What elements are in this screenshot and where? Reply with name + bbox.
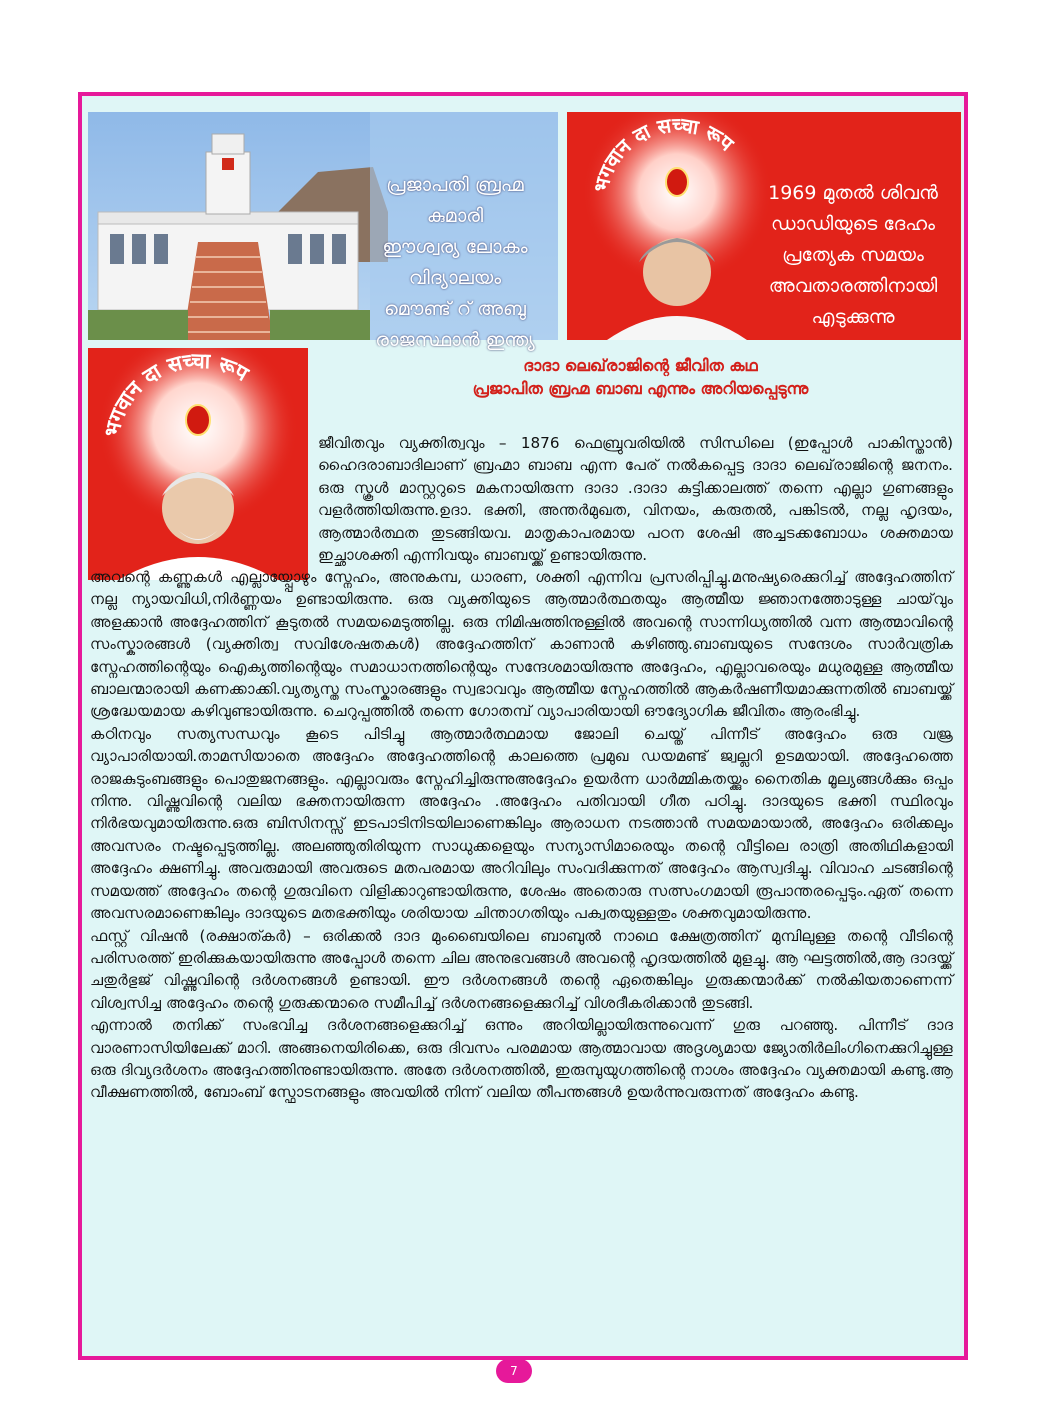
body-paragraph: അവന്റെ കണ്ണുകൾ എല്ലായ്പ്പോഴും സ്നേഹം, അനുകമ്പ, ധാരണ, ശക്തി എന്നിവ പ്രസരിപ്പിച്ചു.മനുഷ്യരെക്കുറിച്ച് അദ്ദേഹത്തിന് നല്ല ന്യായവിധി,നിർണ്ണയം ഉണ്ടായിരുന്നു. ഒരു വ്യക്തിയുടെ ആത്മാർത്ഥതയും ആത്മീയ ജ്ഞാനത്തോടുള്ള ചായ്‌വും അളക്കാൻ അദ്ദേഹത്തിന് കൂടുതൽ സമയമെടുത്തില്ല. ഒരു നിമിഷത്തിനുള്ളിൽ അവന്റെ സാന്നിധ്യത്തിൽ വന്ന ആത്മാവിന്റെ സംസ്കാരങ്ങൾ (വ്യക്തിത്വ സവിശേഷതകൾ) അദ്ദേഹത്തിന് കാണാൻ കഴിഞ്ഞു.ബാബയുടെ സന്ദേശം സാർവത്രിക സ്നേഹത്തിന്റെയും ഐക്യത്തിന്റെയും സമാധാനത്തിന്റെയും സന്ദേശമായിരുന്നു അദ്ദേഹം, എല്ലാവരെയും മധുരമുള്ള ആത്മീയ ബാലന്മാരായി കണക്കാക്കി.വ്യത്യസ്ത സംസ്കാരങ്ങളും സ്വഭാവവും ആത്മീയ സ്നേഹത്തിൽ ആകർഷണീയമാക്കുന്നതിൽ ബാബയ്ക്ക് ശ്രദ്ധേയമായ കഴിവുണ്ടായിരുന്നു. ചെറുപ്പത്തിൽ തന്നെ ഗോതമ്പ് വ്യാപാരിയായി ഔദ്യോഗിക ജീവിതം ആരംഭിച്ചു. — [90, 568, 953, 721]
halo-text: भगवान दा सच्चा रूप — [99, 348, 253, 440]
article-subtitle: പ്രജാപിത ബ്രഹ്മ ബാബ എന്നും അറിയപ്പെടുന്നു — [472, 379, 809, 398]
dadi-caption — [740, 178, 966, 333]
halo-text: भगवान दा सच्चा रूप — [588, 112, 739, 195]
caption-line: മൌണ്ട് റ് അബു — [384, 298, 526, 320]
caption-line: 1969 മുതൽ ശിവൻ — [768, 182, 938, 204]
body-paragraph: കഠിനവും സത്യസന്ധവും കൂടെ പിടിച്ചു ആത്മാർത്ഥമായ ജോലി ചെയ്ത് പിന്നീട് അദ്ദേഹം ഒരു വജ്ര വ്യാപാരിയായി.താമസിയാതെ അദ്ദേഹം അദ്ദേഹത്തിന്റെ കാലത്തെ പ്രമുഖ ഡയമണ്ട് ജ്വല്ലറി ഉടമയായി. അദ്ദേഹത്തെ രാജകുടുംബങ്ങളും പൊതുജനങ്ങളും. എല്ലാവരും സ്നേഹിച്ചിരുന്നുഅദ്ദേഹം ഉയർന്ന ധാർമ്മികതയ്ക്കും നൈതിക മൂല്യങ്ങൾക്കും ഒപ്പം നിന്നു. വിഷ്ണുവിന്റെ വലിയ ഭക്തനായിരുന്ന അദ്ദേഹം .അദ്ദേഹം പതിവായി ഗീത പഠിച്ചു. ദാദയുടെ ഭക്തി സ്ഥിരവും നിർഭയവുമായിരുന്നു.ഒരു ബിസിനസ്സ് ഇടപാടിനിടയിലാണെങ്കിലും ആരാധന നടത്താൻ സമയമായാൽ, അദ്ദേഹം ഒരിക്കലും അവസരം നഷ്ടപ്പെടുത്തില്ല. അലഞ്ഞുതിരിയുന്ന സാധുക്കളെയും സന്യാസിമാരെയും തന്റെ വീട്ടിലെ രാത്രി അതിഥികളായി അദ്ദേഹം ക്ഷണിച്ചു. അവരുമായി അവരുടെ മതപരമായ അറിവിലും സംവദിക്കുന്നത് അദ്ദേഹം ആസ്വദിച്ചു. വിവാഹ ചടങ്ങിന്റെ സമയത്ത് അദ്ദേഹം തന്റെ ഗുരുവിനെ വിളിക്കാറുണ്ടായിരുന്നു, ശേഷം അതൊരു സത്സംഗമായി രൂപാന്തരപ്പെടും.ഏത് തന്നെ അവസരമാണെങ്കിലും ദാദയുടെ മതഭക്തിയും ശരിയായ ചിന്താഗതിയും പക്വതയുള്ളതും ശക്തവുമായിരുന്നു. — [90, 724, 953, 923]
caption-line: വിദ്യാലയം — [408, 267, 502, 289]
avatar-panel-baba — [88, 348, 308, 580]
intro-paragraph: ജീവിതവും വ്യക്തിത്വവും – 1876 ഫെബ്രുവരിയിൽ സിന്ധിലെ (ഇപ്പോൾ പാകിസ്താൻ) ഹൈദരാബാദിലാണ് ബ്രഹ്മാ ബാബ എന്ന പേര് നൽകപ്പെട്ട ദാദാ ലെഖ്‌രാജിന്റെ ജനനം. ഒരു സ്കൂൾ മാസ്റ്ററുടെ മകനായിരുന്ന ദാദാ .ദാദാ കുട്ടിക്കാലത്ത് തന്നെ എല്ലാ ഗുണങ്ങളും വളർത്തിയിരുന്നു.ഉദാ. ഭക്തി, അന്തർമുഖത, വിനയം, കരുതൽ, പങ്കിടൽ, നല്ല ഹൃദയം, ആത്മാർത്ഥത തുടങ്ങിയവ. മാതൃകാപരമായ പഠന ശേഷി അച്ചടക്കബോധം ശക്തമായ ഇച്ഛാശക്തി എന്നിവയും ബാബയ്ക്ക് ഉണ്ടായിരുന്നു. — [318, 434, 953, 565]
caption-line: പ്രത്യേക സമയം — [782, 244, 924, 266]
caption-line: ഈശ്വര്യ ലോകം — [382, 236, 528, 258]
institution-caption — [360, 170, 550, 356]
page-number: 7 — [496, 1359, 532, 1383]
caption-line: എടുക്കുന്നു — [811, 306, 895, 328]
body-paragraph: ഫസ്റ്റ് വിഷൻ (രക്ഷാത്കർ) – ഒരിക്കൽ ദാദ മുംബൈയിലെ ബാബുൽ നാഥെ ക്ഷേത്രത്തിന് മുമ്പിലുള്ള തന്റെ വീടിന്റെ പരിസരത്ത് ഇരിക്കുകയായിരുന്നു അപ്പോൾ തന്നെ ചില അനുഭവങ്ങൾ അവന്റെ ഹൃദയത്തിൽ മുളച്ചു. ആ ഘട്ടത്തിൽ,ആ ദാദയ്ക്ക് ചതുർഭുജ് വിഷ്ണുവിന്റെ ദർശനങ്ങൾ ഉണ്ടായി. ഈ ദർശനങ്ങൾ തന്റെ ഏതെങ്കിലും ഗുരുക്കന്മാർക്ക് നൽകിയതാണെന്ന് വിശ്വസിച്ച അദ്ദേഹം തന്റെ ഗുരുക്കന്മാരെ സമീപിച്ച് ദർശനങ്ങളെക്കുറിച്ച് വിശദീകരിക്കാൻ തുടങ്ങി. — [90, 926, 953, 1012]
body-text — [90, 566, 953, 1104]
body-paragraph: എന്നാൽ തനിക്ക് സംഭവിച്ച ദർശനങ്ങളെക്കുറിച്ച് ഒന്നും അറിയില്ലായിരുന്നുവെന്ന് ഗുരു പറഞ്ഞു. പിന്നീട് ദാദ വാരണാസിയിലേക്ക് മാറി. അങ്ങനെയിരിക്കെ, ഒരു ദിവസം പരമമായ ആത്മാവായ അദൃശ്യമായ ജ്യോതിർലിംഗിനെക്കുറിച്ചുള്ള ഒരു ദിവ്യദർശനം അദ്ദേഹത്തിനുണ്ടായിരുന്നു. അതേ ദർശനത്തിൽ, ഇരുമ്പുയുഗത്തിന്റെ നാശം അദ്ദേഹം വ്യക്തമായി കണ്ടു.ആ വീക്ഷണത്തിൽ, ബോംബ് സ്ഫോടനങ്ങളും അവയിൽ നിന്ന് വലിയ തീപന്തങ്ങൾ ഉയർന്നുവരുന്നത് അദ്ദേഹം കണ്ടു. — [90, 1016, 953, 1102]
halo-illustration — [88, 348, 308, 580]
caption-line: ഡാഡിയുടെ ദേഹം — [771, 213, 935, 235]
article-title: ദാദാ ലെഖ്‌രാജിന്റെ ജീവിത കഥ — [523, 356, 758, 375]
caption-line: അവതാരത്തിനായി — [768, 275, 938, 297]
caption-line: പ്രജാപതി ബ്രഹ്മ കുമാരി — [386, 174, 524, 227]
caption-line: രാജസ്ഥാൻ ഇന്ത്യ — [375, 329, 535, 351]
